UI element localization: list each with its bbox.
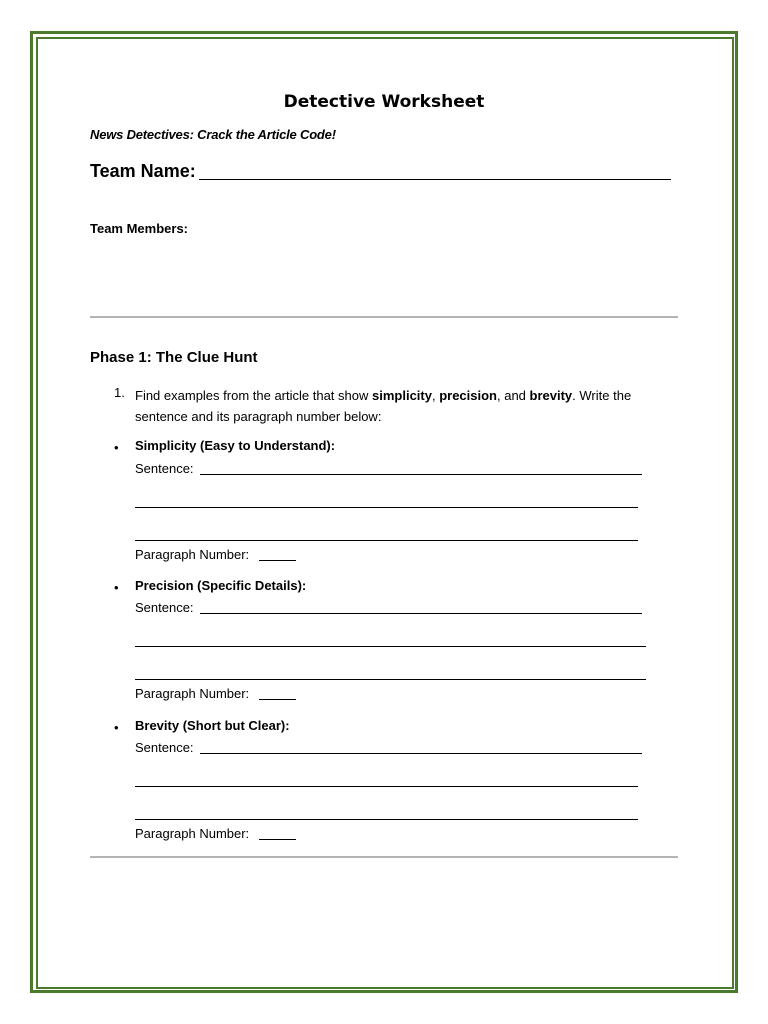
paragraph-number-label: Paragraph Number: (135, 826, 250, 841)
section-divider-top (90, 316, 678, 318)
sentence-blank-line[interactable] (135, 786, 638, 787)
sentence-blank[interactable] (200, 753, 642, 754)
instruction-sep2: , and (497, 388, 530, 403)
bullet-icon: • (114, 580, 119, 595)
sentence-blank-line[interactable] (135, 646, 646, 647)
paragraph-number-label: Paragraph Number: (135, 686, 250, 701)
instruction-sep1: , (431, 388, 440, 403)
sentence-label: Sentence: (135, 461, 194, 476)
keyword-simplicity: simplicity (372, 388, 432, 403)
sentence-blank[interactable] (200, 474, 642, 475)
keyword-brevity: brevity (529, 388, 573, 403)
item-label-simplicity: Simplicity (Easy to Understand): (135, 438, 336, 453)
item-label-precision: Precision (Specific Details): (135, 578, 307, 593)
item-label-brevity: Brevity (Short but Clear): (135, 718, 290, 733)
instruction-text (135, 385, 675, 427)
sentence-blank-line[interactable] (135, 819, 638, 820)
team-name-blank[interactable] (199, 179, 671, 180)
keyword-precision: precision (439, 388, 497, 403)
paragraph-number-blank[interactable] (259, 839, 296, 840)
sentence-blank-line[interactable] (135, 507, 638, 508)
team-name-label: Team Name: (90, 161, 196, 181)
paragraph-number-blank[interactable] (259, 560, 296, 561)
paragraph-number-label: Paragraph Number: (135, 547, 250, 562)
section-divider-bottom (90, 856, 678, 858)
worksheet-subtitle: News Detectives: Crack the Article Code! (90, 127, 336, 142)
sentence-label: Sentence: (135, 600, 194, 615)
instruction-number: 1. (114, 385, 125, 400)
sentence-blank-line[interactable] (135, 540, 638, 541)
instruction-suffix: . Write the sentence and its paragraph number below: (135, 388, 632, 424)
sentence-blank[interactable] (200, 613, 642, 614)
instruction-prefix: Find examples from the article that show (135, 388, 372, 403)
worksheet-title: Detective Worksheet (283, 92, 485, 112)
phase1-title: Phase 1: The Clue Hunt (90, 349, 258, 366)
paragraph-number-blank[interactable] (259, 699, 296, 700)
sentence-label: Sentence: (135, 740, 194, 755)
sentence-blank-line[interactable] (135, 679, 646, 680)
team-members-label: Team Members: (90, 221, 189, 236)
bullet-icon: • (114, 440, 119, 455)
bullet-icon: • (114, 720, 119, 735)
